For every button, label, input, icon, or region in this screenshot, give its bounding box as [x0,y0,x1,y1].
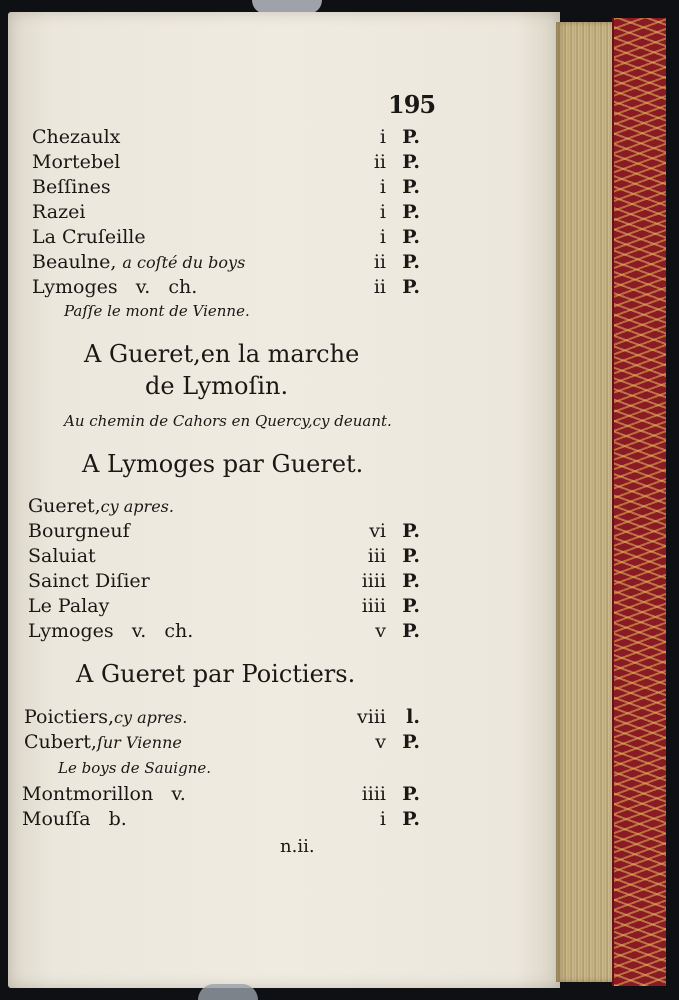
place-name: Chezaulx [32,126,121,148]
place-name: Saluiat [28,545,96,567]
distance-number: i [379,126,386,148]
place-name: Beſſines [32,176,111,198]
section-heading: A Gueret,en la marche [84,340,360,368]
place-name: Montmorillon v. [22,783,186,805]
place-name-text: Poictiers, [24,706,114,728]
place-name: Bourgneuf [28,520,130,542]
distance-number: iiii [361,783,386,805]
place-name: Sainct Diſier [28,570,150,592]
distance-unit: P. [402,226,420,248]
distance-unit: P. [402,126,420,148]
place-name: Mortebel [32,151,121,173]
distance-number: vi [369,520,386,542]
route-row [32,201,420,225]
distance-number: i [379,226,386,248]
place-name-text: Cubert, [24,731,97,753]
route-row [32,151,420,175]
route-row [32,126,420,150]
clamp-bottom [198,984,258,1000]
place-name: Lymoges v. ch. [32,276,198,298]
place-name [32,251,245,273]
place-name: Lymoges v. ch. [28,620,194,642]
distance-unit: P. [402,783,420,805]
distance-number: v [375,731,386,753]
route-row [24,731,420,755]
distance-unit: P. [402,595,420,617]
distance-number: i [379,176,386,198]
route-row [22,808,420,832]
route-row [24,706,420,730]
place-name: Mouſſa b. [22,808,127,830]
place-name-text: Gueret, [28,495,101,517]
distance-unit: P. [402,620,420,642]
route-row [28,520,420,544]
route-row [28,495,420,519]
distance-number: viii [357,706,386,728]
distance-number: ii [373,151,386,173]
distance-unit: P. [402,276,420,298]
distance-unit: P. [402,808,420,830]
place-note: a coſté du boys [122,253,246,272]
distance-number: iiii [361,570,386,592]
route-row [22,783,420,807]
section-heading: A Gueret par Poictiers. [76,660,356,688]
route-row [32,276,420,300]
section-heading: A Lymoges par Gueret. [82,450,364,478]
distance-unit: P. [402,176,420,198]
place-name [28,495,174,517]
place-note: cy apres. [100,497,174,516]
section-heading-cont: de Lymoſin. [145,372,289,400]
route-note: Paſſe le mont de Vienne. [64,302,250,320]
section-subnote: Au chemin de Cahors en Quercy,cy deuant. [64,412,392,430]
route-row [32,176,420,200]
route-row [28,595,420,619]
distance-unit: P. [402,201,420,223]
place-name-text: Beaulne, [32,251,117,273]
route-row [28,570,420,594]
place-name [24,731,182,753]
place-note: ſur Vienne [96,733,182,752]
place-name: La Cruſeille [32,226,146,248]
route-row [28,620,420,644]
distance-number: ii [373,276,386,298]
distance-unit: P. [402,520,420,542]
distance-unit: P. [402,151,420,173]
distance-number: iii [367,545,386,567]
distance-unit: P. [402,570,420,592]
distance-unit: l. [406,706,420,728]
distance-unit: P. [402,251,420,273]
distance-number: i [379,201,386,223]
route-row [32,251,420,275]
signature-mark: n.ii. [280,836,315,857]
distance-number: i [379,808,386,830]
distance-number: ii [373,251,386,273]
place-note: cy apres. [114,708,188,727]
place-name: Le Palay [28,595,110,617]
distance-number: iiii [361,595,386,617]
distance-unit: P. [402,545,420,567]
distance-number: v [375,620,386,642]
folio-number: 195 [388,90,436,119]
route-row [28,545,420,569]
route-note: Le boys de Sauigne. [58,759,212,777]
place-name: Razei [32,201,86,223]
route-row [32,226,420,250]
distance-unit: P. [402,731,420,753]
page-edges [556,22,614,982]
place-name [24,706,187,728]
book-cover-edge [612,18,666,986]
